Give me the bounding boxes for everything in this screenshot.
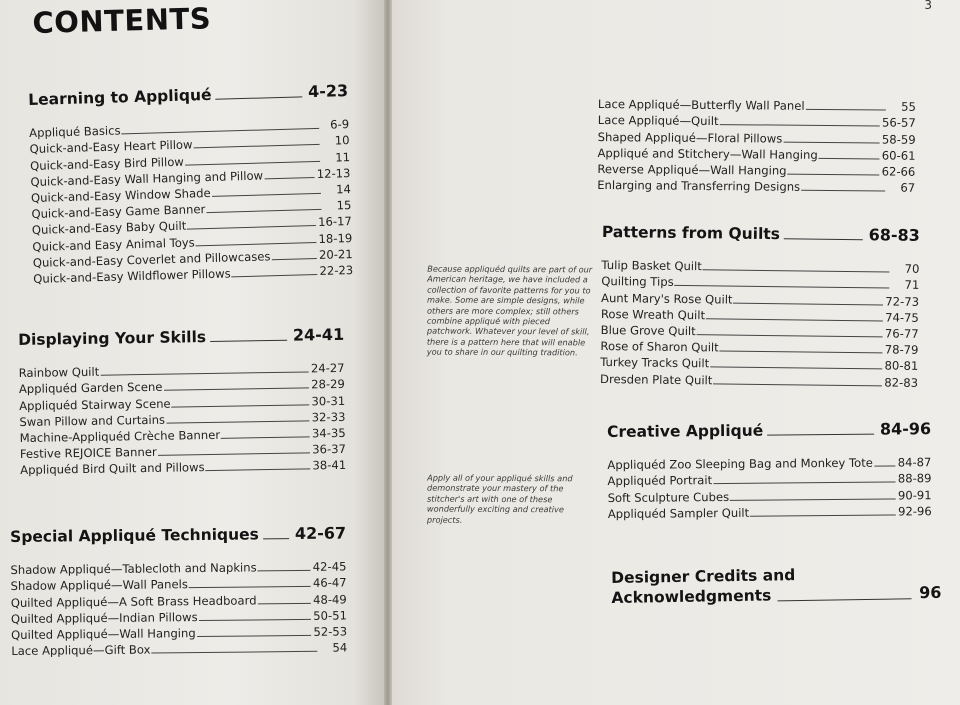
leader-line — [258, 602, 312, 604]
toc-entry — [597, 177, 915, 196]
entry-pages: 74-75 — [885, 310, 919, 325]
leader-line — [232, 274, 318, 277]
left-page — [0, 0, 384, 705]
leader-line — [206, 469, 311, 472]
leader-line — [172, 404, 310, 407]
entry-list — [600, 257, 920, 390]
entry-title: Appliquéd Zoo Sleeping Bag and Monkey Tote — [607, 455, 873, 473]
entry-pages: 34-35 — [311, 425, 346, 441]
section-pages: 96 — [919, 582, 942, 603]
entry-pages: 46-47 — [312, 575, 347, 591]
leader-line — [185, 160, 320, 165]
leader-line — [158, 453, 311, 456]
entry-title: Quilted Appliqué—A Soft Brass Headboard — [10, 592, 257, 610]
entry-title: Lace Appliqué—Quilt — [597, 113, 719, 129]
leader-line — [187, 225, 316, 230]
entry-pages: 14 — [335, 181, 352, 197]
entry-title: Appliquéd Bird Quilt and Pillows — [20, 460, 205, 478]
entry-title: Dresden Plate Quilt — [600, 371, 713, 387]
leader-line — [777, 598, 911, 601]
entry-title: Festive REJOICE Banner — [19, 444, 157, 462]
entry-list — [607, 454, 932, 522]
section-designer-credits — [611, 563, 942, 608]
right-page — [392, 0, 960, 705]
entry-list — [10, 558, 347, 659]
section-title: Patterns from Quilts — [601, 222, 781, 244]
entry-pages: 22-23 — [319, 262, 354, 278]
leader-line — [196, 241, 317, 245]
entry-title: Soft Sculpture Cubes — [607, 489, 730, 505]
leader-line — [750, 514, 896, 516]
page-number: 3 — [924, 0, 932, 12]
credits-title-row — [611, 583, 941, 608]
leader-line — [197, 635, 312, 637]
entry-pages: 72-73 — [885, 294, 920, 309]
leader-line — [216, 96, 303, 99]
contents-title: CONTENTS — [32, 1, 212, 40]
leader-line — [675, 285, 890, 289]
entry-title: Aunt Mary's Rose Quilt — [600, 290, 733, 307]
section-heading — [607, 419, 931, 441]
leader-line — [703, 269, 890, 272]
entry-list — [597, 96, 916, 196]
entry-title: Quick-and-Easy Game Banner — [31, 202, 206, 222]
entry-list — [19, 360, 347, 478]
leader-line — [713, 482, 896, 485]
entry-pages: 15 — [336, 198, 352, 213]
leader-line — [151, 651, 317, 654]
entry-title: Appliquéd Portrait — [607, 473, 713, 489]
patterns-intro-text: Because appliquéd quilts are part of our American heritage, we have included a collection of favorite patterns for you to make. Some are simple designs, while others are more complex; still others combine appliqué with pieced patchwork. Whatever your level of skill, there is a pattern here that will enable you to share in our quilting tradition. — [426, 263, 593, 358]
entry-pages: 71 — [904, 278, 920, 293]
entry-title: Shadow Appliqué—Tablecloth and Napkins — [10, 560, 257, 578]
leader-line — [874, 466, 896, 467]
leader-line — [264, 177, 315, 179]
entry-title: Appliqué and Stitchery—Wall Hanging — [597, 145, 818, 162]
leader-line — [788, 174, 880, 176]
entry-pages: 24-27 — [310, 361, 345, 376]
entry-pages: 6-9 — [329, 117, 350, 132]
leader-line — [706, 318, 883, 321]
entry-pages: 50-51 — [313, 608, 348, 623]
leader-line — [710, 367, 882, 370]
leader-line — [194, 144, 320, 149]
leader-line — [720, 351, 883, 354]
entry-title: Turkey Tracks Quilt — [600, 355, 710, 371]
credits-title-line1: Designer Credits and — [611, 566, 796, 587]
leader-line — [258, 570, 311, 572]
entry-title: Tulip Basket Quilt — [601, 258, 702, 274]
entry-title: Quick-and-Easy Window Shade — [30, 185, 211, 205]
entry-pages: 32-33 — [311, 409, 346, 425]
section-title: Special Appliqué Techniques — [10, 525, 259, 546]
leader-line — [819, 158, 880, 160]
entry-title: Lace Appliqué—Butterfly Wall Panel — [597, 97, 805, 113]
leader-line — [719, 124, 880, 126]
leader-line — [767, 434, 874, 436]
entry-title: Quick-and-Easy Bird Pillow — [29, 154, 184, 173]
section-creative-applique — [607, 419, 932, 522]
entry-title: Quick-and-Easy Wildflower Pillows — [33, 266, 231, 286]
entry-title: Quick-and-Easy Baby Quilt — [31, 218, 187, 238]
entry-title: Rose of Sharon Quilt — [600, 339, 719, 355]
section-patterns-from-quilts — [600, 222, 920, 390]
entry-pages: 54 — [332, 640, 348, 655]
leader-line — [221, 436, 310, 438]
section-pages: 84-96 — [879, 419, 932, 439]
entry-title: Machine-Appliquéd Crèche Banner — [19, 427, 221, 445]
leader-line — [263, 538, 289, 539]
entry-title: Quilted Appliqué—Wall Hanging — [11, 625, 196, 642]
entry-pages: 10 — [334, 133, 350, 148]
entry-title: Quick-and-Easy Wall Hanging and Pillow — [30, 168, 264, 189]
entry-title: Appliqué Basics — [29, 123, 121, 141]
leader-line — [801, 190, 885, 192]
entry-pages: 30-31 — [311, 393, 346, 408]
entry-pages: 42-45 — [312, 559, 347, 575]
book-gutter — [384, 0, 392, 705]
entry-title: Quick-and-Easy Heart Pillow — [29, 137, 193, 157]
entry-pages: 55 — [901, 99, 916, 114]
entry-title: Shadow Appliqué—Wall Panels — [10, 577, 188, 594]
entry-pages: 80-81 — [884, 358, 919, 374]
leader-line — [206, 209, 321, 213]
entry-title: Enlarging and Transferring Designs — [597, 178, 801, 194]
entry-pages: 76-77 — [884, 326, 919, 341]
entry-pages: 12-13 — [316, 165, 351, 181]
section-learning-to-applique — [28, 81, 353, 287]
section-heading — [602, 222, 920, 245]
section-pages: 4-23 — [307, 81, 349, 102]
entry-title: Quilting Tips — [601, 274, 674, 290]
entry-pages: 36-37 — [312, 441, 347, 457]
entry-pages: 82-83 — [884, 374, 919, 390]
entry-pages: 78-79 — [884, 342, 919, 358]
section-heading — [18, 325, 344, 349]
leader-line — [733, 302, 883, 305]
leader-line — [697, 334, 883, 337]
entry-title: Rainbow Quilt — [18, 364, 100, 381]
entry-pages: 58-59 — [881, 132, 916, 147]
entry-pages: 16-17 — [317, 214, 352, 230]
leader-line — [166, 420, 310, 423]
entry-pages: 38-41 — [312, 458, 347, 473]
entry-title: Quick-and Easy Animal Toys — [32, 234, 195, 254]
leader-line — [163, 388, 309, 391]
entry-pages: 11 — [335, 149, 351, 165]
entry-pages: 88-89 — [897, 471, 932, 486]
entry-title: Appliquéd Stairway Scene — [19, 396, 171, 413]
entry-title: Blue Grove Quilt — [600, 322, 696, 339]
entry-pages: 18-19 — [318, 230, 353, 246]
leader-line — [100, 372, 309, 376]
entry-pages: 90-91 — [897, 487, 932, 503]
toc-entry — [600, 370, 918, 390]
leader-line — [783, 141, 880, 143]
entry-pages: 20-21 — [318, 246, 353, 262]
leader-line — [271, 258, 317, 260]
toc-entry — [608, 503, 932, 522]
leader-line — [212, 193, 321, 197]
section-title: Learning to Appliqué — [28, 85, 212, 109]
entry-pages: 62-66 — [881, 164, 916, 179]
entry-title: Shaped Appliqué—Floral Pillows — [597, 129, 783, 146]
leader-line — [784, 238, 863, 240]
leader-line — [199, 619, 312, 621]
entry-pages: 67 — [900, 180, 916, 195]
section-pages: 68-83 — [868, 225, 920, 245]
entry-pages: 70 — [904, 261, 920, 277]
entry-title: Lace Appliqué—Gift Box — [11, 642, 151, 659]
entry-pages: 60-61 — [881, 148, 916, 163]
entry-pages: 92-96 — [898, 503, 932, 519]
entry-pages: 84-87 — [897, 455, 932, 470]
entry-pages: 48-49 — [312, 592, 347, 607]
creative-intro-text: Apply all of your appliqué skills and demonstrate your mastery of the stitcher's art with one of these wonderfully exciting and creative projects. — [426, 472, 573, 525]
entry-pages: 52-53 — [313, 624, 348, 639]
entry-title: Quick-and-Easy Coverlet and Pillowcases — [32, 248, 271, 270]
entry-title: Quilted Appliqué—Indian Pillows — [10, 609, 198, 626]
leader-line — [806, 109, 886, 111]
section-heading — [28, 81, 348, 109]
entry-pages: 28-29 — [311, 377, 346, 392]
entry-title: Appliquéd Sampler Quilt — [607, 505, 750, 521]
entry-pages: 56-57 — [882, 115, 916, 131]
entry-title: Swan Pillow and Curtains — [19, 412, 166, 429]
entry-title: Rose Wreath Quilt — [600, 306, 706, 323]
section-pages: 24-41 — [292, 324, 345, 345]
section-displaying-your-skills — [18, 325, 346, 478]
section-heading — [10, 523, 346, 546]
section-title: Creative Appliqué — [607, 421, 764, 441]
leader-line — [730, 498, 896, 500]
toc-entry — [11, 639, 347, 659]
section-special-applique-techniques — [10, 523, 347, 659]
credits-title-line2: Acknowledgments — [611, 586, 772, 607]
entry-title: Appliquéd Garden Scene — [18, 380, 163, 397]
continued-entries — [597, 96, 916, 196]
entry-title: Reverse Appliqué—Wall Hanging — [597, 161, 787, 178]
leader-line — [210, 340, 287, 342]
credits-heading — [611, 563, 942, 608]
leader-line — [713, 383, 882, 386]
section-pages: 42-67 — [294, 523, 347, 544]
leader-line — [189, 586, 311, 588]
section-title: Displaying Your Skills — [18, 328, 207, 349]
entry-list — [29, 116, 353, 287]
